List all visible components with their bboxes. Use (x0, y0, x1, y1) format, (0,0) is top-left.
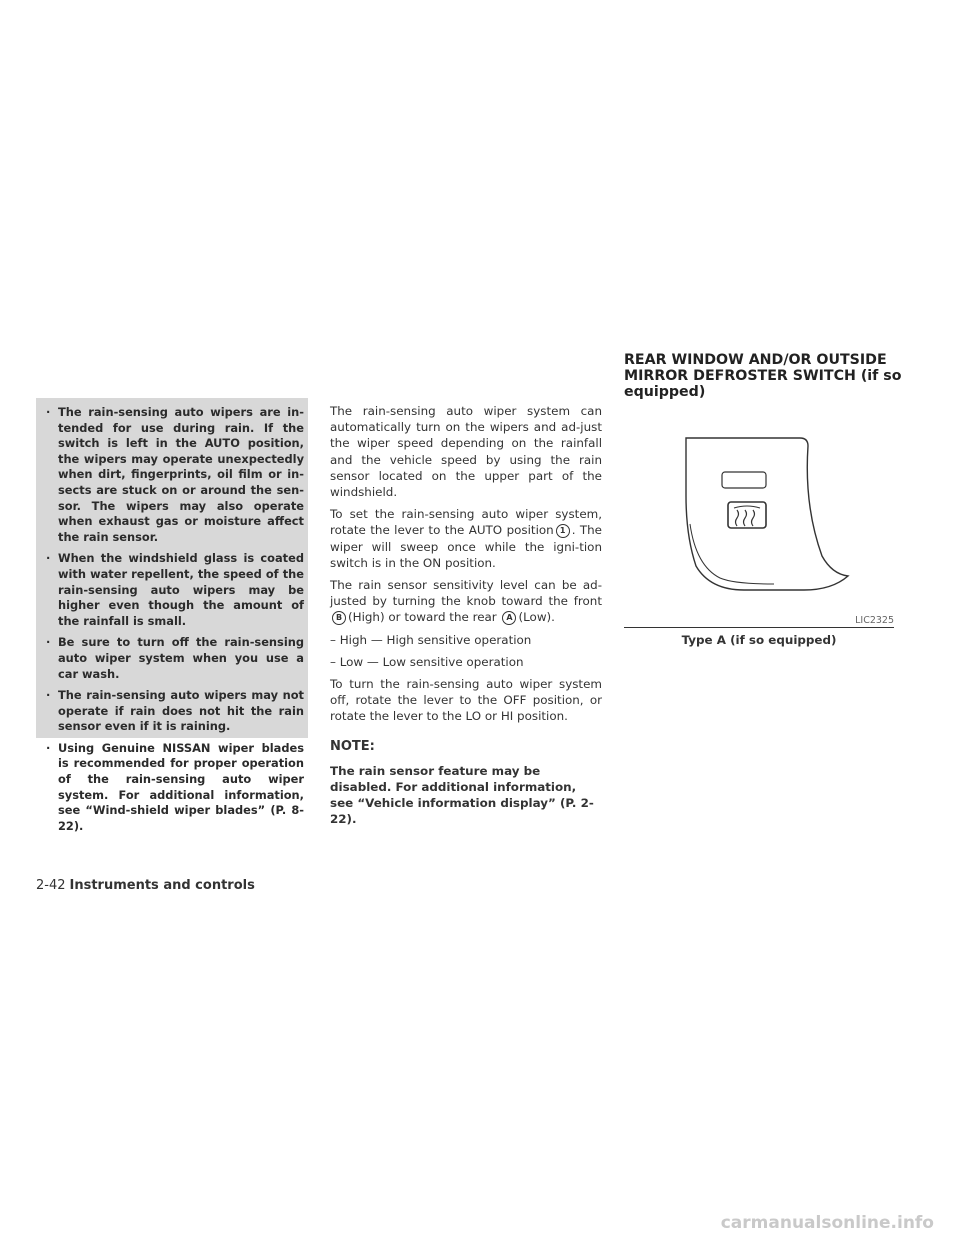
warning-item (36, 405, 308, 545)
page-number: 2-42 (36, 878, 66, 893)
set-text-end: . The wiper will sweep once while the igni-tion switch is in the ON position. (330, 523, 602, 570)
page-footer (36, 878, 255, 893)
warning-item (36, 688, 308, 735)
turn-off-paragraph: To turn the rain-sensing auto wiper system off, rotate the lever to the OFF position, or rotate the lever to the LO or HI position. (330, 677, 602, 724)
figure-caption: Type A (if so equipped) (681, 633, 837, 647)
main-text-column (330, 403, 602, 834)
bullet: · (46, 551, 51, 566)
figure-code: LIC2325 (855, 615, 894, 626)
warning-item-text: Using Genuine NISSAN wiper blades is recommended for proper operation of the rain-sensing auto wiper system. For additional information, see “Wind-shield wiper blades” (P. 8-22). (58, 740, 304, 833)
warning-item-text: The rain-sensing auto wipers may not operate if rain does not hit the rain sensor even if it is raining. (58, 688, 304, 734)
intro-paragraph: The rain-sensing auto wiper system can automatically turn on the wipers and ad-just the wiper speed depending on the rainfall and the vehicle speed by using the rain sensor located on the upper part of the windshield. (330, 404, 602, 500)
set-paragraph (330, 506, 602, 571)
warning-item-text: The rain-sensing auto wipers are in-tended for use during rain. If the switch is left in the AUTO position, the wipers may operate unexpectedly when dirt, fingerprints, oil film or in-sects are stuck on or around the sen-sor. The wipers may also operate when exhaust gas or moisture affect the rain sensor. (58, 405, 304, 544)
warning-list (36, 405, 308, 834)
bullet: · (46, 405, 51, 419)
note-heading: NOTE: (330, 738, 375, 754)
set-text: To set the rain-sensing auto wiper system, rotate the lever to the AUTO position (330, 507, 602, 538)
sensitivity-end-text: (Low). (518, 610, 555, 625)
marker-b: B (332, 611, 346, 625)
warning-box (36, 398, 308, 833)
switch-slot (722, 472, 766, 488)
high-sensitivity-line: – High — High sensitive operation (330, 632, 532, 647)
sensitivity-mid-text: (High) or toward the rear (348, 610, 497, 625)
defroster-switch-illustration (624, 406, 894, 628)
defroster-switch-figure (624, 406, 894, 628)
warning-item (36, 551, 308, 629)
sensitivity-text: The rain sensor sensitivity level can be ad-justed by turning the knob toward the front (330, 578, 602, 609)
marker-a: A (502, 611, 516, 625)
low-sensitivity-line: – Low — Low sensitive operation (330, 654, 524, 669)
warning-item (36, 635, 308, 682)
note-text: The rain sensor feature may be disabled. For additional information, see “Vehicle information display” (P. 2-22). (330, 763, 594, 827)
position-marker-1: 1 (556, 524, 570, 538)
warning-item-text: Be sure to turn off the rain-sensing auto wiper system when you use a car wash. (58, 635, 304, 681)
defroster-icon (736, 510, 755, 526)
defroster-icon-arc (734, 506, 760, 508)
footer-section-title: Instruments and controls (69, 878, 255, 893)
sensitivity-paragraph (330, 577, 602, 626)
bullet: · (46, 635, 51, 650)
bullet: · (46, 688, 51, 703)
watermark: carmanualsonline.info (720, 1213, 934, 1233)
bullet: · (46, 740, 51, 755)
section-heading: REAR WINDOW AND/OR OUTSIDE MIRROR DEFROSTER SWITCH (if so equipped) (624, 352, 902, 400)
warning-item (36, 741, 308, 835)
warning-item-text: When the windshield glass is coated with water repellent, the speed of the rain-sensing auto wipers may be higher even though the amount of the rainfall is small. (58, 551, 304, 628)
